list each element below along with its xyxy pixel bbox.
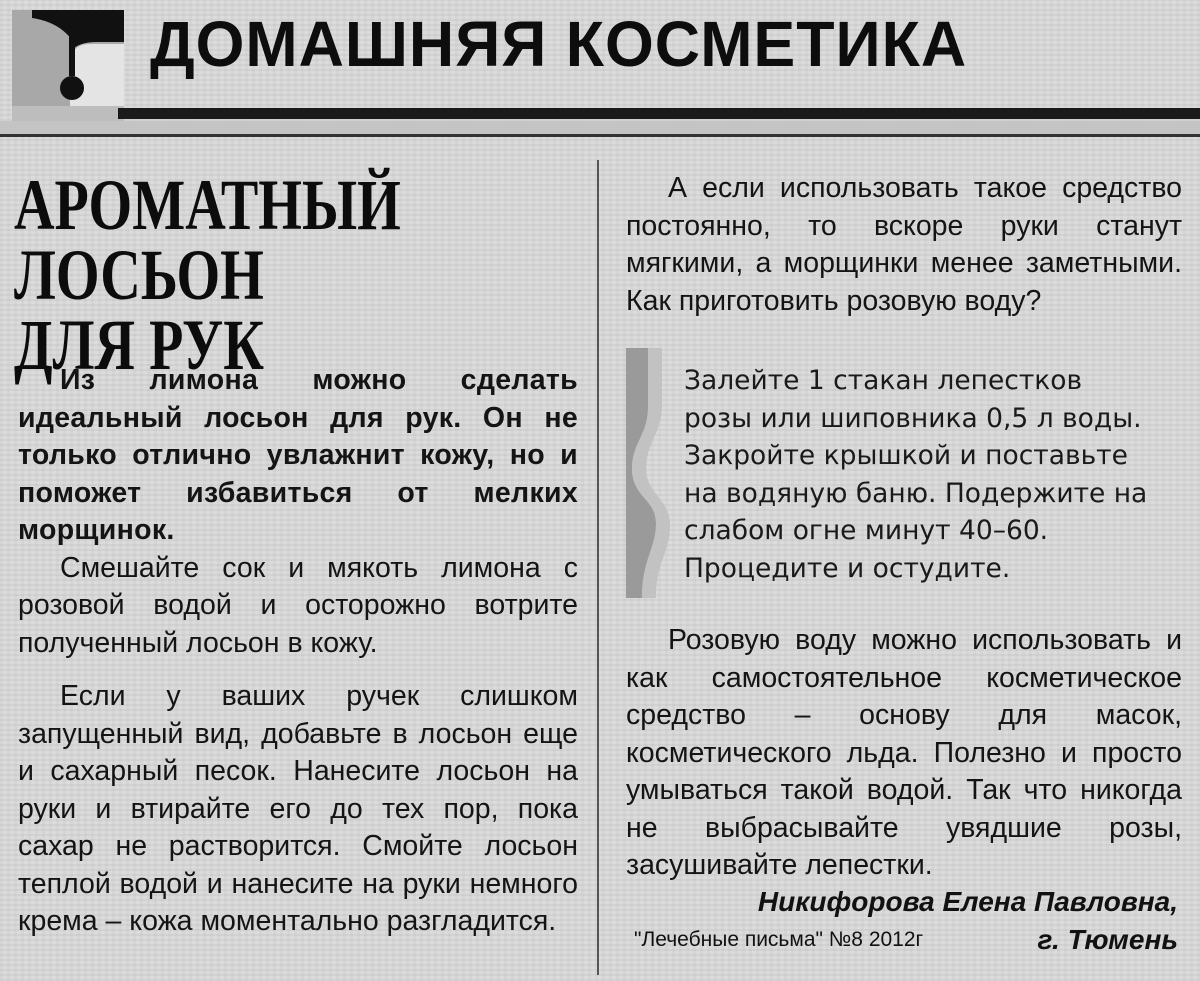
right-column-bottom [626,622,1182,885]
section-title: ДОМАШНЯЯ КОСМЕТИКА [150,8,968,80]
recipe-box [622,348,1182,608]
column-divider [597,160,599,975]
right-column-top [626,170,1182,320]
article-headline [14,165,591,385]
article-lead: Из лимона можно сделать идеальный лосьон для рук. Он не только отлично увлажнит кожу, но и поможет избавиться от мелких морщинок. [18,364,578,546]
header-rule-thick [118,108,1200,119]
recipe-decoration-icon [622,348,674,598]
article-paragraph-3: А если использовать такое средство постоянно, то вскоре руки станут мягкими, а морщинки менее заметными. Как приготовить розовую воду? [626,172,1182,317]
article-paragraph-4: Розовую воду можно использовать и как самостоятельное косметическое средство – основу для масок, косметического льда. Полезно и просто умываться такой водой. Так что никогда не выбрасывайте увядшие розы, засушивайте лепестки. [626,624,1182,881]
author-city: г. Тюмень [1037,924,1178,955]
article-paragraph-2: Если у ваших ручек слишком запущенный вид, добавьте в лосьон еще и сахарный песок. Нанесите лосьон на руки и втирайте его до тех пор, пока сахар не растворится. Смойте лосьон теплой водой и нанесите на руки немного крема – кожа моментально разгладится. [18,680,578,937]
header-rule-band [0,121,1200,134]
headline-line-1: АРОМАТНЫЙ ЛОСЬОН [14,165,401,315]
article-paragraph-1: Смешайте сок и мякоть лимона с розовой водой и осторожно вотрите полученный лосьон в кожу. [18,551,578,659]
source-credit: "Лечебные письма" №8 2012г [634,928,924,951]
left-column [18,362,578,941]
rubric-logo-icon [12,10,124,130]
header-rule-thin [0,134,1200,137]
recipe-text: Залейте 1 стакан лепестков розы или шиповника 0,5 л воды. Закройте крышкой и поставьте на водяную баню. Подержите на слабом огне минут 40–60. Процедите и остудите. [684,365,1148,584]
author-name: Никифорова Елена Павловна, [757,886,1178,917]
page-header [0,0,1200,150]
headline-line-2: ДЛЯ РУК [14,305,264,385]
